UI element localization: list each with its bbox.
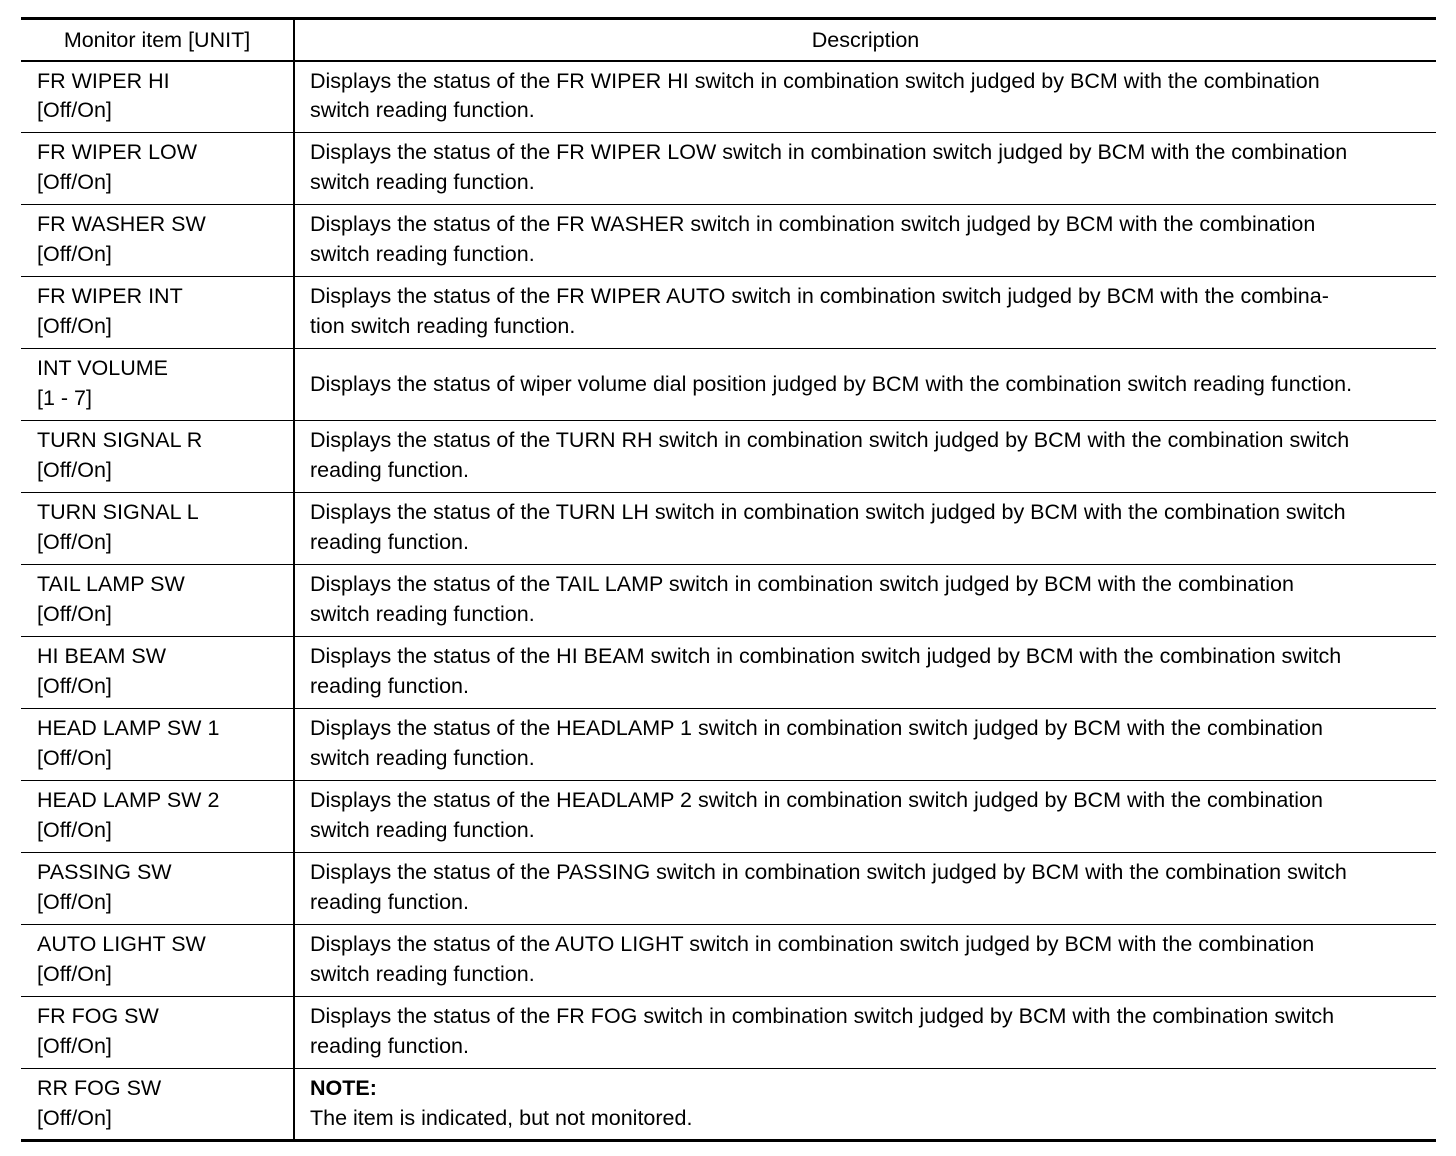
- description-cell: [294, 1069, 1436, 1141]
- monitor-item-cell: [21, 205, 294, 277]
- description-text-line: Displays the status of the PASSING switch in combination switch judged by BCM with the combination switch: [310, 860, 1347, 884]
- description-text-line: Displays the status of the TURN RH switch in combination switch judged by BCM with the combination switch: [310, 428, 1350, 452]
- description-text-line: Displays the status of the AUTO LIGHT switch in combination switch judged by BCM with the combination: [310, 932, 1315, 956]
- monitor-item-cell: [21, 709, 294, 781]
- monitor-item-unit: [Off/On]: [37, 529, 112, 554]
- description-text-line: Displays the status of the HEADLAMP 1 switch in combination switch judged by BCM with the combination: [310, 716, 1323, 740]
- table-row: [21, 925, 1436, 997]
- table-row: [21, 637, 1436, 709]
- monitor-item-name: FR FOG SW: [37, 1004, 159, 1028]
- monitor-item-name: FR WIPER INT: [37, 284, 183, 308]
- monitor-item-name: HEAD LAMP SW 1: [37, 716, 220, 740]
- monitor-item-name: HI BEAM SW: [37, 644, 167, 668]
- table-row: [21, 565, 1436, 637]
- description-text-line: reading function.: [310, 457, 469, 482]
- table-row: [21, 61, 1436, 133]
- monitor-item-unit: [Off/On]: [37, 745, 112, 770]
- header-row: [21, 19, 1436, 61]
- monitor-item-name: PASSING SW: [37, 860, 172, 884]
- description-cell: [294, 637, 1436, 709]
- description-cell: [294, 421, 1436, 493]
- description-text-line: Displays the status of the FR FOG switch in combination switch judged by BCM with the combination switch: [310, 1004, 1335, 1028]
- monitor-item-cell: [21, 925, 294, 997]
- description-text-line: switch reading function.: [310, 601, 535, 626]
- monitor-item-cell: [21, 781, 294, 853]
- description-text-line: Displays the status of the HEADLAMP 2 switch in combination switch judged by BCM with the combination: [310, 788, 1323, 812]
- table-row: [21, 349, 1436, 421]
- table-row-last: [21, 1069, 1436, 1141]
- table-row: [21, 997, 1436, 1069]
- description-text-line: switch reading function.: [310, 241, 535, 266]
- description-text-line: switch reading function.: [310, 169, 535, 194]
- header-description: Description: [294, 19, 1436, 61]
- monitor-item-unit: [Off/On]: [37, 241, 112, 266]
- monitor-item-cell: [21, 637, 294, 709]
- monitor-item-unit: [Off/On]: [37, 1105, 112, 1130]
- header-monitor-item: Monitor item [UNIT]: [21, 19, 294, 61]
- description-cell: [294, 565, 1436, 637]
- table-row: [21, 493, 1436, 565]
- note-label: NOTE:: [310, 1076, 377, 1100]
- description-cell: [294, 925, 1436, 997]
- monitor-item-unit: [Off/On]: [37, 169, 112, 194]
- description-text-line: switch reading function.: [310, 98, 535, 122]
- description-text-line: Displays the status of the FR WASHER switch in combination switch judged by BCM with the combination: [310, 212, 1316, 236]
- description-cell: [294, 781, 1436, 853]
- table-header: [21, 19, 1436, 61]
- monitor-item-cell: [21, 853, 294, 925]
- monitor-item-unit: [Off/On]: [37, 313, 112, 338]
- monitor-item-cell: [21, 493, 294, 565]
- description-cell: [294, 853, 1436, 925]
- monitor-item-name: FR WIPER LOW: [37, 140, 198, 164]
- description-cell: [294, 277, 1436, 349]
- description-text-line: reading function.: [310, 1033, 469, 1058]
- table-body: [21, 61, 1436, 1141]
- description-text-line: switch reading function.: [310, 745, 535, 770]
- description-cell: [294, 61, 1436, 133]
- description-cell: [294, 709, 1436, 781]
- monitor-item-unit: [Off/On]: [37, 673, 112, 698]
- description-text-line: reading function.: [310, 889, 469, 914]
- monitor-item-table: [21, 17, 1436, 1142]
- monitor-table-sheet: [21, 17, 1436, 1142]
- table-row: [21, 709, 1436, 781]
- monitor-item-cell: [21, 61, 294, 133]
- description-text-line: tion switch reading function.: [310, 313, 576, 338]
- description-text-line: switch reading function.: [310, 961, 535, 986]
- description-cell: [294, 205, 1436, 277]
- monitor-item-name: INT VOLUME: [37, 356, 169, 380]
- description-cell: [294, 493, 1436, 565]
- monitor-item-cell: [21, 277, 294, 349]
- table-row: [21, 277, 1436, 349]
- description-cell: [294, 349, 1436, 421]
- monitor-item-cell: [21, 997, 294, 1069]
- monitor-item-name: FR WIPER HI: [37, 68, 170, 93]
- table-row: [21, 421, 1436, 493]
- monitor-item-cell: [21, 565, 294, 637]
- monitor-item-name: FR WASHER SW: [37, 212, 206, 236]
- table-row: [21, 781, 1436, 853]
- monitor-item-name: TAIL LAMP SW: [37, 572, 185, 596]
- monitor-item-unit: [Off/On]: [37, 961, 112, 986]
- description-text-line: Displays the status of the TURN LH switch in combination switch judged by BCM with the combination switch: [310, 500, 1346, 524]
- monitor-item-unit: [Off/On]: [37, 817, 112, 842]
- monitor-item-name: AUTO LIGHT SW: [37, 932, 206, 956]
- monitor-item-cell: [21, 133, 294, 205]
- monitor-item-name: RR FOG SW: [37, 1076, 162, 1100]
- table-row: [21, 133, 1436, 205]
- description-cell: [294, 133, 1436, 205]
- monitor-item-cell: [21, 1069, 294, 1141]
- description-text-line: Displays the status of the TAIL LAMP switch in combination switch judged by BCM with the combination: [310, 572, 1294, 596]
- table-row: [21, 205, 1436, 277]
- monitor-item-unit: [Off/On]: [37, 457, 112, 482]
- description-text-line: switch reading function.: [310, 817, 535, 842]
- table-row: [21, 853, 1436, 925]
- monitor-item-name: HEAD LAMP SW 2: [37, 788, 220, 812]
- monitor-item-unit: [Off/On]: [37, 98, 112, 122]
- monitor-item-unit: [Off/On]: [37, 889, 112, 914]
- description-cell: [294, 997, 1436, 1069]
- description-text-line: Displays the status of wiper volume dial position judged by BCM with the combination switch reading function.: [310, 371, 1353, 396]
- description-text-line: reading function.: [310, 529, 469, 554]
- description-text-line: Displays the status of the FR WIPER LOW switch in combination switch judged by BCM with the combination: [310, 140, 1348, 164]
- monitor-item-unit: [Off/On]: [37, 601, 112, 626]
- description-text-line: reading function.: [310, 673, 469, 698]
- monitor-item-unit: [Off/On]: [37, 1033, 112, 1058]
- monitor-item-unit: [1 - 7]: [37, 385, 92, 410]
- description-text-line: Displays the status of the FR WIPER HI switch in combination switch judged by BCM with the combination: [310, 68, 1320, 93]
- description-text-line: Displays the status of the HI BEAM switch in combination switch judged by BCM with the combination switch: [310, 644, 1342, 668]
- description-text-line: Displays the status of the FR WIPER AUTO switch in combination switch judged by BCM with the combina-: [310, 284, 1329, 308]
- monitor-item-cell: [21, 349, 294, 421]
- monitor-item-name: TURN SIGNAL L: [37, 500, 199, 524]
- monitor-item-cell: [21, 421, 294, 493]
- note-text: The item is indicated, but not monitored.: [310, 1105, 693, 1130]
- monitor-item-name: TURN SIGNAL R: [37, 428, 203, 452]
